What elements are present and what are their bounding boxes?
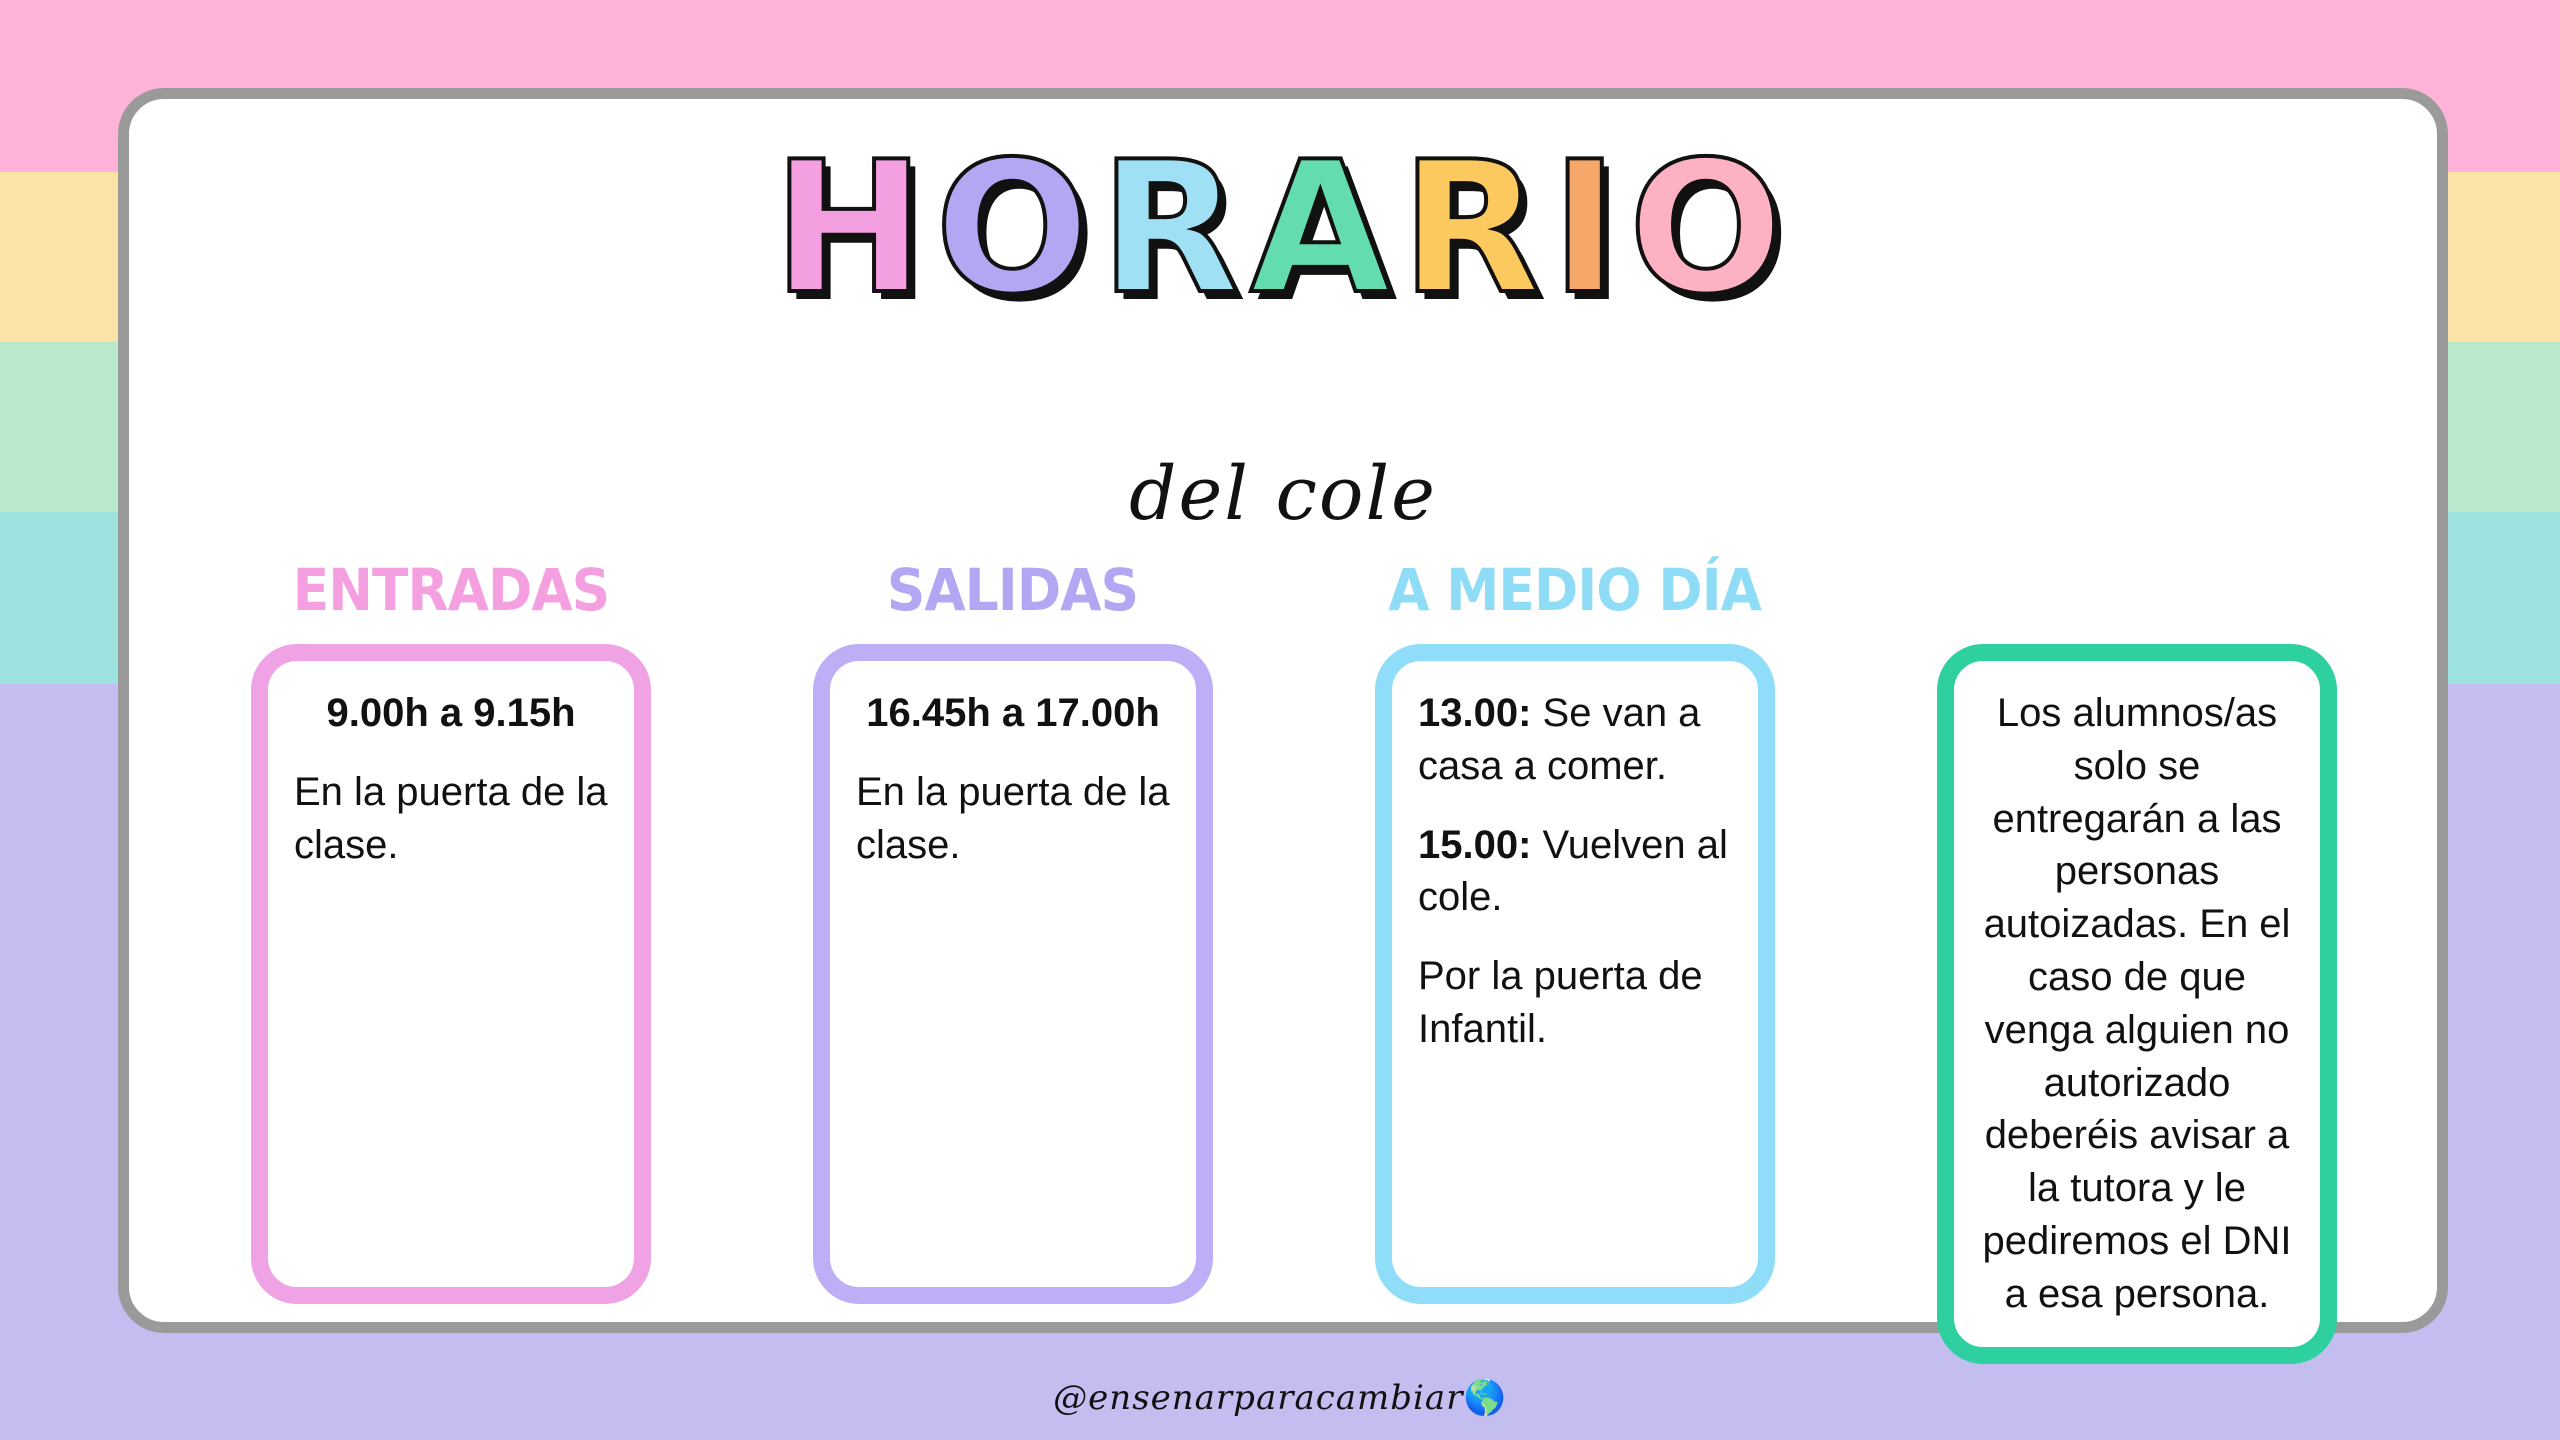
schedule-columns	[181, 554, 2407, 1364]
schedule-column-1	[743, 554, 1283, 1304]
schedule-column-2	[1305, 554, 1845, 1304]
column-2-line-0: 13.00: Se van a casa a comer.	[1418, 691, 1701, 788]
column-3-line-0: Los alumnos/as solo se entregarán a las personas autoizadas. En el caso de que venga alguien no autorizado deberéis avisar a la tutora y le pediremos el DNI a esa persona.	[1982, 691, 2292, 1316]
title-letter-0: H	[772, 122, 935, 334]
column-2-line-2: Por la puerta de Infantil.	[1418, 954, 1703, 1051]
column-box-content-2	[1418, 687, 1732, 1056]
column-heading-0: ENTRADAS	[292, 556, 610, 624]
column-box-content-1	[856, 687, 1170, 871]
column-box-content-3	[1980, 687, 2294, 1321]
footer-handle	[0, 1378, 2560, 1418]
poster-card	[118, 88, 2448, 1333]
schedule-column-0	[181, 554, 721, 1304]
title-letter-5: I	[1550, 122, 1629, 334]
column-2-line-1-time: 15.00:	[1418, 822, 1532, 867]
page-subtitle: del cole	[1129, 451, 1437, 537]
title-letter-3: A	[1249, 122, 1401, 334]
footer-handle-text: @ensenarparacambiar	[1053, 1378, 1464, 1418]
column-heading-1: SALIDAS	[887, 556, 1139, 624]
column-0-line-1: En la puerta de la clase.	[294, 769, 608, 867]
column-box-2	[1375, 644, 1775, 1304]
globe-icon: 🌎	[1463, 1378, 1507, 1418]
column-2-line-1: 15.00: Vuelven al cole.	[1418, 822, 1728, 920]
column-box-content-0	[294, 687, 608, 871]
column-box-0	[251, 644, 651, 1304]
column-0-line-0: 9.00h a 9.15h	[326, 691, 576, 735]
column-box-1	[813, 644, 1213, 1304]
schedule-column-3	[1867, 554, 2407, 1364]
column-1-line-0: 16.45h a 17.00h	[866, 691, 1160, 735]
column-box-3	[1937, 644, 2337, 1364]
title-letter-2: R	[1099, 122, 1250, 334]
title-letter-4: R	[1400, 122, 1551, 334]
title-letter-1: O	[935, 122, 1100, 334]
title-letter-6: O	[1628, 122, 1794, 334]
column-heading-2: A MEDIO DÍA	[1388, 556, 1762, 624]
page-title	[129, 122, 2437, 334]
column-2-line-0-time: 13.00:	[1418, 691, 1532, 735]
column-1-line-1: En la puerta de la clase.	[856, 769, 1170, 867]
